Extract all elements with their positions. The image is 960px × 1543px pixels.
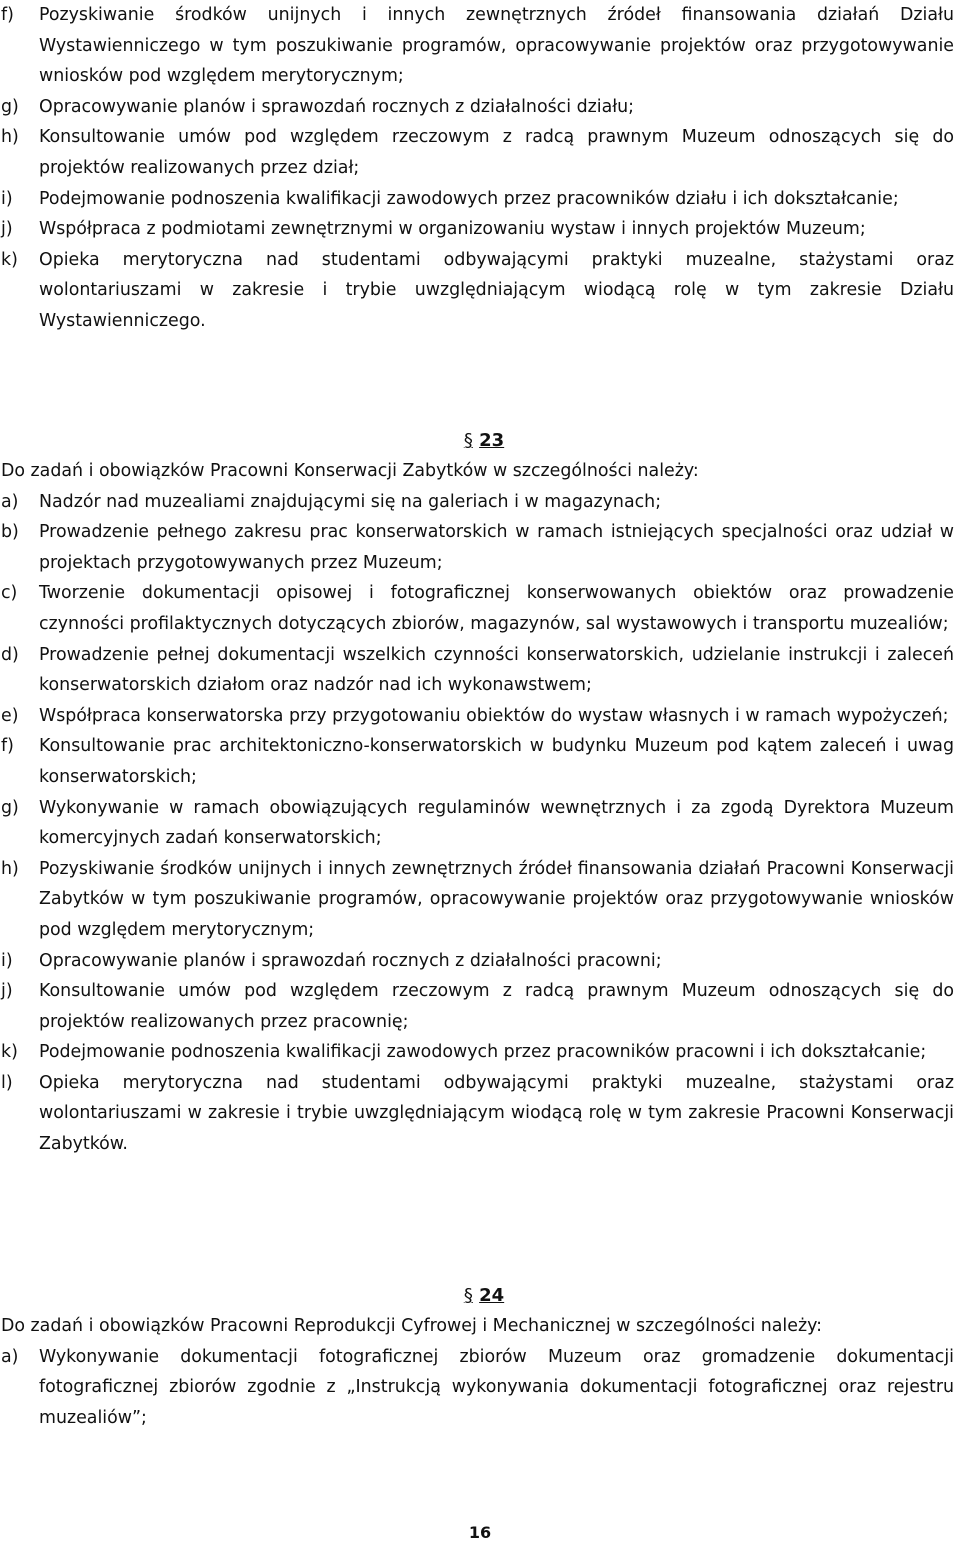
list-marker: i) bbox=[1, 188, 13, 209]
list-item-text: Współpraca z podmiotami zewnętrznymi w organizowaniu wystaw i innych projektów Muzeum; bbox=[39, 219, 866, 240]
list-item bbox=[0, 92, 958, 123]
list-item bbox=[0, 640, 958, 701]
list-item-text: Wykonywanie w ramach obowiązujących regulaminów wewnętrznych i za zgodą Dyrektora Muzeum komercyjnych zadań konserwatorskich; bbox=[39, 797, 954, 849]
list-marker: g) bbox=[1, 96, 19, 117]
list-item bbox=[0, 578, 958, 639]
list-item-text: Podejmowanie podnoszenia kwalifikacji zawodowych przez pracowników działu i ich dokształcanie; bbox=[39, 188, 899, 209]
list-marker: g) bbox=[1, 797, 19, 818]
list-marker: b) bbox=[1, 522, 19, 543]
list-item bbox=[0, 731, 958, 792]
list-item bbox=[0, 122, 958, 183]
list-item bbox=[0, 946, 958, 977]
list-item bbox=[0, 854, 958, 946]
list-marker: d) bbox=[1, 644, 19, 665]
list-item bbox=[0, 184, 958, 215]
list-item bbox=[0, 214, 958, 245]
list-item-text: Współpraca konserwatorska przy przygotowaniu obiektów do wystaw własnych i w ramach wypożyczeń; bbox=[39, 705, 949, 726]
section-sign: § bbox=[463, 1285, 473, 1306]
list-item-text: Pozyskiwanie środków unijnych i innych zewnętrznych źródeł finansowania działań Działu Wystawienniczego w tym poszukiwanie programów, opracowywanie projektów oraz przygotowywanie wniosków pod względem merytorycznym; bbox=[39, 5, 954, 87]
list-marker: c) bbox=[1, 583, 18, 604]
section-23 bbox=[0, 426, 958, 1160]
list-item-text: Konsultowanie prac architektoniczno-konserwatorskich w budynku Muzeum pod kątem zaleceń i uwag konserwatorskich; bbox=[39, 736, 954, 787]
list-marker: k) bbox=[1, 249, 18, 270]
list-item-text: Opracowywanie planów i sprawozdań rocznych z działalności pracowni; bbox=[39, 950, 662, 971]
list-marker: k) bbox=[1, 1042, 18, 1063]
list-item-text: Pozyskiwanie środków unijnych i innych zewnętrznych źródeł finansowania działań Pracowni Konserwacji Zabytków w tym poszukiwanie programów, opracowywanie projektów oraz przygotowywanie wniosków pod względem merytorycznym; bbox=[39, 858, 954, 940]
list-item bbox=[0, 0, 958, 92]
list-item-text: Konsultowanie umów pod względem rzeczowym z radcą prawnym Muzeum odnoszących się do projektów realizowanych przez pracownię; bbox=[39, 981, 954, 1032]
list-item-text: Opieka merytoryczna nad studentami odbywającymi praktyki muzealne, stażystami oraz wolontariuszami w zakresie i trybie uwzględniającym wiodącą rolę w tym zakresie Działu Wystawienniczego. bbox=[39, 249, 954, 331]
page-number: 16 bbox=[468, 1523, 492, 1542]
list-item bbox=[0, 517, 958, 578]
list-item bbox=[0, 245, 958, 337]
list-item bbox=[0, 1342, 958, 1434]
list-marker: e) bbox=[1, 705, 19, 726]
list-marker: l) bbox=[1, 1072, 13, 1093]
list-item bbox=[0, 976, 958, 1037]
previous-section-list bbox=[0, 0, 958, 337]
section-heading bbox=[0, 1281, 958, 1311]
list-item-text: Podejmowanie podnoszenia kwalifikacji zawodowych przez pracowników pracowni i ich dokształcanie; bbox=[39, 1042, 927, 1063]
list-marker: f) bbox=[1, 736, 14, 757]
list-item-text: Opracowywanie planów i sprawozdań rocznych z działalności działu; bbox=[39, 96, 635, 117]
list-marker: a) bbox=[1, 1346, 19, 1367]
list-item-text: Konsultowanie umów pod względem rzeczowym z radcą prawnym Muzeum odnoszących się do projektów realizowanych przez dział; bbox=[39, 127, 954, 178]
list-item-text: Wykonywanie dokumentacji fotograficznej zbiorów Muzeum oraz gromadzenie dokumentacji fotograficznej zbiorów zgodnie z „Instrukcją wykonywania dokumentacji fotograficznej oraz rejestru muzealiów”; bbox=[39, 1346, 954, 1428]
list-marker: h) bbox=[1, 127, 19, 148]
section-intro: Do zadań i obowiązków Pracowni Konserwacji Zabytków w szczególności należy: bbox=[1, 461, 699, 481]
list-item bbox=[0, 1068, 958, 1160]
list-item-text: Prowadzenie pełnej dokumentacji wszelkich czynności konserwatorskich, udzielanie instrukcji i zaleceń konserwatorskich działom oraz nadzór nad ich wykonawstwem; bbox=[39, 644, 954, 696]
list-item-text: Prowadzenie pełnego zakresu prac konserwatorskich w ramach istniejących specjalności oraz udział w projektach przygotowywanych przez Muzeum; bbox=[39, 522, 954, 573]
list-item-text: Nadzór nad muzealiami znajdującymi się na galeriach i w magazynach; bbox=[39, 491, 662, 512]
list-item bbox=[0, 1037, 958, 1068]
list-item-text: Opieka merytoryczna nad studentami odbywającymi praktyki muzealne, stażystami oraz wolontariuszami w zakresie i trybie uwzględniającym wiodącą rolę w tym zakresie Pracowni Konserwacji Zabytków. bbox=[39, 1072, 954, 1155]
section-intro: Do zadań i obowiązków Pracowni Reprodukcji Cyfrowej i Mechanicznej w szczególności należy: bbox=[1, 1316, 822, 1336]
list-marker: i) bbox=[1, 950, 13, 971]
section-number: 23 bbox=[479, 430, 505, 451]
list-item bbox=[0, 793, 958, 854]
list-marker: j) bbox=[1, 219, 13, 240]
list-item-text: Tworzenie dokumentacji opisowej i fotograficznej konserwowanych obiektów oraz prowadzenie czynności profilaktycznych dotyczących zbiorów, magazynów, sal wystawowych i transportu muzealiów; bbox=[39, 583, 954, 634]
section-24 bbox=[0, 1281, 958, 1433]
section-24-list bbox=[0, 1342, 958, 1434]
section-heading bbox=[0, 426, 958, 456]
section-sign: § bbox=[463, 430, 473, 451]
list-marker: a) bbox=[1, 491, 19, 512]
list-marker: f) bbox=[1, 5, 14, 25]
list-item bbox=[0, 701, 958, 732]
section-23-list bbox=[0, 487, 958, 1160]
list-item bbox=[0, 487, 958, 518]
list-marker: j) bbox=[1, 981, 13, 1002]
section-number: 24 bbox=[479, 1285, 505, 1306]
list-marker: h) bbox=[1, 858, 19, 879]
